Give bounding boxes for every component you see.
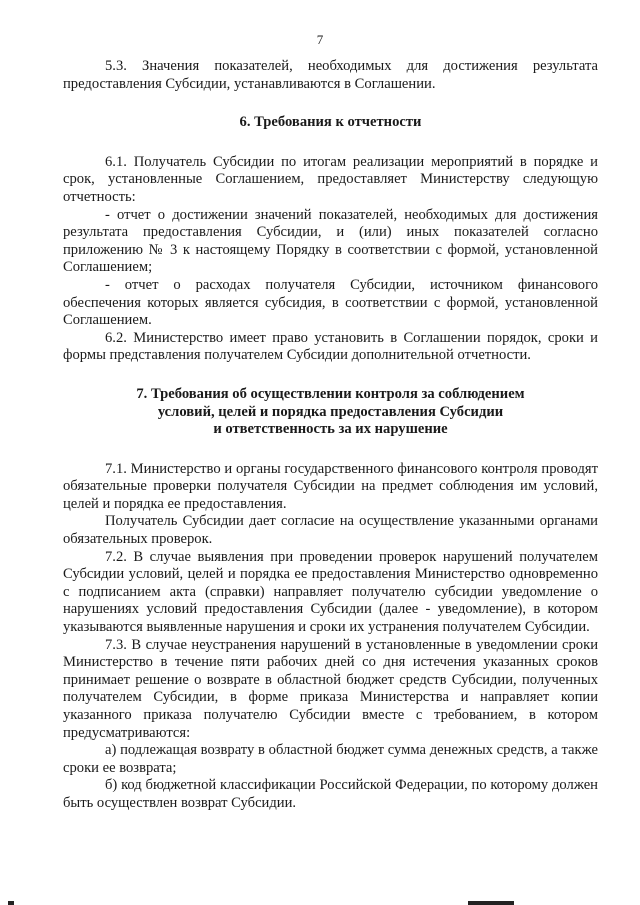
paragraph-6-1-item-b: - отчет о расходах получателя Субсидии, источником финансового обеспечения которых является субсидия, в соответствии с формой, установленной Соглашением. — [63, 276, 598, 329]
section-heading-7-line-2: условий, целей и порядка предоставления Субсидии — [157, 403, 504, 420]
paragraph-7-3: 7.3. В случае неустранения нарушений в установленные в уведомлении сроки Министерство в течение пяти рабочих дней со дня истечения указанных сроков принимает решение о возврате в областной бюджет средств Субсидии, полученных получателем Субсидии, в форме приказа Министерства и направляет копии указанного приказа получателю Субсидии вместе с требованием, в котором предусматриваются: — [63, 636, 598, 741]
section-heading-7 — [63, 386, 598, 439]
section-heading-7-line-3: и ответственность за их нарушение — [213, 421, 448, 438]
paragraph-7-2: 7.2. В случае выявления при проведении проверок нарушений получателем Субсидии условий, целей и порядка ее предоставления Министерство одновременно с подписанием акта (справки) направляет получателю субсидии уведомление о нарушениях условий предоставления Субсидии (далее - уведомление), в котором указываются выявленные нарушения и сроки их устранения получателем Субсидии. — [63, 548, 598, 636]
section-heading-6: 6. Требования к отчетности — [239, 114, 422, 131]
paragraph-7-1-consent: Получатель Субсидии дает согласие на осуществление указанными органами обязательных проверок. — [63, 513, 598, 548]
page-number: 7 — [316, 32, 324, 47]
scan-edge-mark-left — [8, 901, 14, 905]
paragraph-7-1: 7.1. Министерство и органы государственного финансового контроля проводят обязательные проверки получателя Субсидии на предмет соблюдения им условий, целей и порядка ее предоставления. — [63, 460, 598, 512]
section-heading-7-line-1: 7. Требования об осуществлении контроля за соблюдением — [136, 385, 525, 402]
scan-edge-mark-right — [468, 901, 514, 905]
paragraph-6-1-item-a: - отчет о достижении значений показателей, необходимых для достижения результата предоставления Субсидии, и (или) иных показателей согласно приложению № 3 к настоящему Порядку в соответствии с формой, установленной Соглашением; — [63, 206, 598, 276]
paragraph-7-3-item-a: а) подлежащая возврату в областной бюджет сумма денежных средств, а также сроки ее возврата; — [63, 742, 598, 776]
paragraph-5-3: 5.3. Значения показателей, необходимых для достижения результата предоставления Субсидии, устанавливаются в Соглашении. — [63, 58, 598, 92]
paragraph-6-2: 6.2. Министерство имеет право установить в Соглашении порядок, сроки и формы представления получателем Субсидии дополнительной отчетности. — [63, 329, 598, 364]
paragraph-7-3-item-b: б) код бюджетной классификации Российской Федерации, по которому должен быть осуществлен возврат Субсидии. — [63, 777, 598, 811]
paragraph-6-1: 6.1. Получатель Субсидии по итогам реализации мероприятий в порядке и срок, установленные Соглашением, предоставляет Министерству следующую отчетность: — [63, 153, 598, 205]
document-body — [63, 58, 598, 813]
